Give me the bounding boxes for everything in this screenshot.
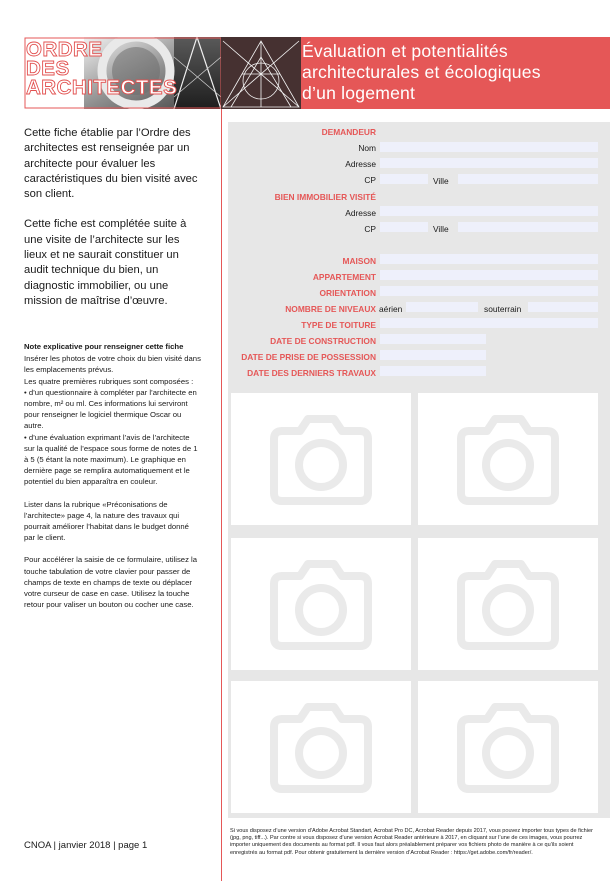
note-paragraph: Pour accélérer la saisie de ce formulaire, utilisez la touche tabulation de votre clavier pour passer de champs de texte en champs de texte ou déplacer votre curseur de case en case. Utilisez la touche retour pour valiser un bouton ou cocher une case. [24, 555, 198, 610]
intro-paragraph-2: Cette fiche est complétée suite à une visite de l’architecte sur les lieux et ne saurait constituer un audit technique du bien, un diagnostic immobilier, ou une mission de maîtrise d’œuvre. [24, 218, 187, 307]
label-appartement: APPARTEMENT [312, 272, 376, 282]
logo-line-1: ORDRE [26, 38, 103, 61]
label-ville: Ville [433, 176, 449, 186]
ordre-des-architectes-logo [24, 37, 221, 109]
label-date-travaux: DATE DES DERNIERS TRAVAUX [247, 368, 376, 378]
title-line-3: d’un logement [302, 83, 416, 103]
date-construction-field[interactable] [380, 334, 486, 344]
camera-icon [455, 554, 561, 654]
camera-icon [268, 554, 374, 654]
page-title [302, 41, 602, 104]
label-orientation: ORIENTATION [319, 288, 376, 298]
label-cp-bien: CP [364, 224, 376, 234]
logo-line-2: DES [26, 57, 70, 80]
label-date-possession: DATE DE PRISE DE POSSESSION [241, 352, 376, 362]
appartement-field[interactable] [380, 270, 598, 280]
label-cp: CP [364, 175, 376, 185]
note-title: Note explicative pour renseigner cette fiche [24, 342, 184, 351]
note-paragraph: • d’une évaluation exprimant l’avis de l’architecte sur la qualité de l’espace sous forme de notes de 1 à 5 (5 étant la note maximum). Le graphique en dernière page se remplira automatiquement et le potentiel du bien apparaîtra en couleur. [24, 432, 198, 487]
camera-icon [268, 697, 374, 797]
column-divider [221, 109, 222, 881]
camera-icon [455, 409, 561, 509]
adresse-field[interactable] [380, 158, 598, 168]
label-souterrain: souterrain [484, 304, 522, 314]
ville-bien-field[interactable] [458, 222, 598, 232]
note-paragraph: Les quatre premières rubriques sont composées : [24, 376, 194, 386]
label-adresse: Adresse [345, 159, 376, 169]
ville-field[interactable] [458, 174, 598, 184]
date-possession-field[interactable] [380, 350, 486, 360]
cp-field[interactable] [380, 174, 428, 184]
photo-slot-2[interactable] [418, 393, 598, 525]
title-line-1: Évaluation et potentialités [302, 41, 508, 61]
camera-icon [455, 697, 561, 797]
photo-slot-4[interactable] [418, 538, 598, 670]
section-bien-immobilier: BIEN IMMOBILIER VISITÉ [274, 192, 376, 202]
label-aerien: aérien [379, 304, 403, 314]
intro-text [24, 126, 204, 324]
niveaux-souterrain-field[interactable] [528, 302, 598, 312]
label-ville-bien: Ville [433, 224, 449, 234]
section-demandeur: DEMANDEUR [321, 127, 376, 137]
page-footer: CNOA | janvier 2018 | page 1 [24, 840, 148, 851]
adresse-bien-field[interactable] [380, 206, 598, 216]
acrobat-note: Si vous disposez d’une version d’Adobe Acrobat Standart, Acrobat Pro DC, Acrobat Reader depuis 2017, vous pouvez importer tous types de fichier (jpg, png, tiff...). Par contre si vous disposez d’une version Acrobat Reader antérieure à 2017, en cliquant sur l’une de ces images, vous pourrez importer uniquement des documents au format pdf. Il vous faut alors préalablement préparer vos fichiers photo de manière à ce qu’ils soient enregistrés au format pdf. Pour obtenir gratuitement la dernière version d’Acrobat Reader : https://get.adobe.com/fr/reader/. [230, 828, 593, 856]
note-paragraph: • d’un questionnaire à compléter par l’architecte en nombre, m² ou ml. Ces informations lui serviront pour renseigner le logiciel thermique Oscar ou autre. [24, 387, 197, 431]
cp-bien-field[interactable] [380, 222, 428, 232]
date-travaux-field[interactable] [380, 366, 486, 376]
niveaux-aerien-field[interactable] [406, 302, 478, 312]
label-type-toiture: TYPE DE TOITURE [301, 320, 376, 330]
architecture-lines-graphic [221, 37, 301, 109]
toiture-field[interactable] [380, 318, 598, 328]
label-adresse-bien: Adresse [345, 208, 376, 218]
nom-field[interactable] [380, 142, 598, 152]
intro-paragraph-1: Cette fiche établie par l’Ordre des architectes est renseignée par un architecte pour évaluer les caractéristiques du bien visité avec son client. [24, 127, 198, 201]
photo-slot-5[interactable] [231, 681, 411, 813]
note-paragraph: Insérer les photos de votre choix du bien visité dans les emplacements prévus. [24, 354, 201, 375]
photo-slot-1[interactable] [231, 393, 411, 525]
label-nom: Nom [358, 143, 376, 153]
title-line-2: architecturales et écologiques [302, 62, 541, 82]
photo-slot-6[interactable] [418, 681, 598, 813]
label-nombre-niveaux: NOMBRE DE NIVEAUX [285, 304, 376, 314]
label-maison: MAISON [342, 256, 376, 266]
label-date-construction: DATE DE CONSTRUCTION [270, 336, 376, 346]
maison-field[interactable] [380, 254, 598, 264]
photo-slot-3[interactable] [231, 538, 411, 670]
note-paragraph: Lister dans la rubrique «Préconisations de l’architecte» page 4, la nature des travaux qui pourrait améliorer l’habitat dans le budget donné par le client. [24, 499, 189, 543]
logo-wordmark [26, 40, 177, 97]
orientation-field[interactable] [380, 286, 598, 296]
camera-icon [268, 409, 374, 509]
logo-line-3: ARCHITECTES [26, 76, 178, 99]
explanatory-note [24, 341, 202, 610]
